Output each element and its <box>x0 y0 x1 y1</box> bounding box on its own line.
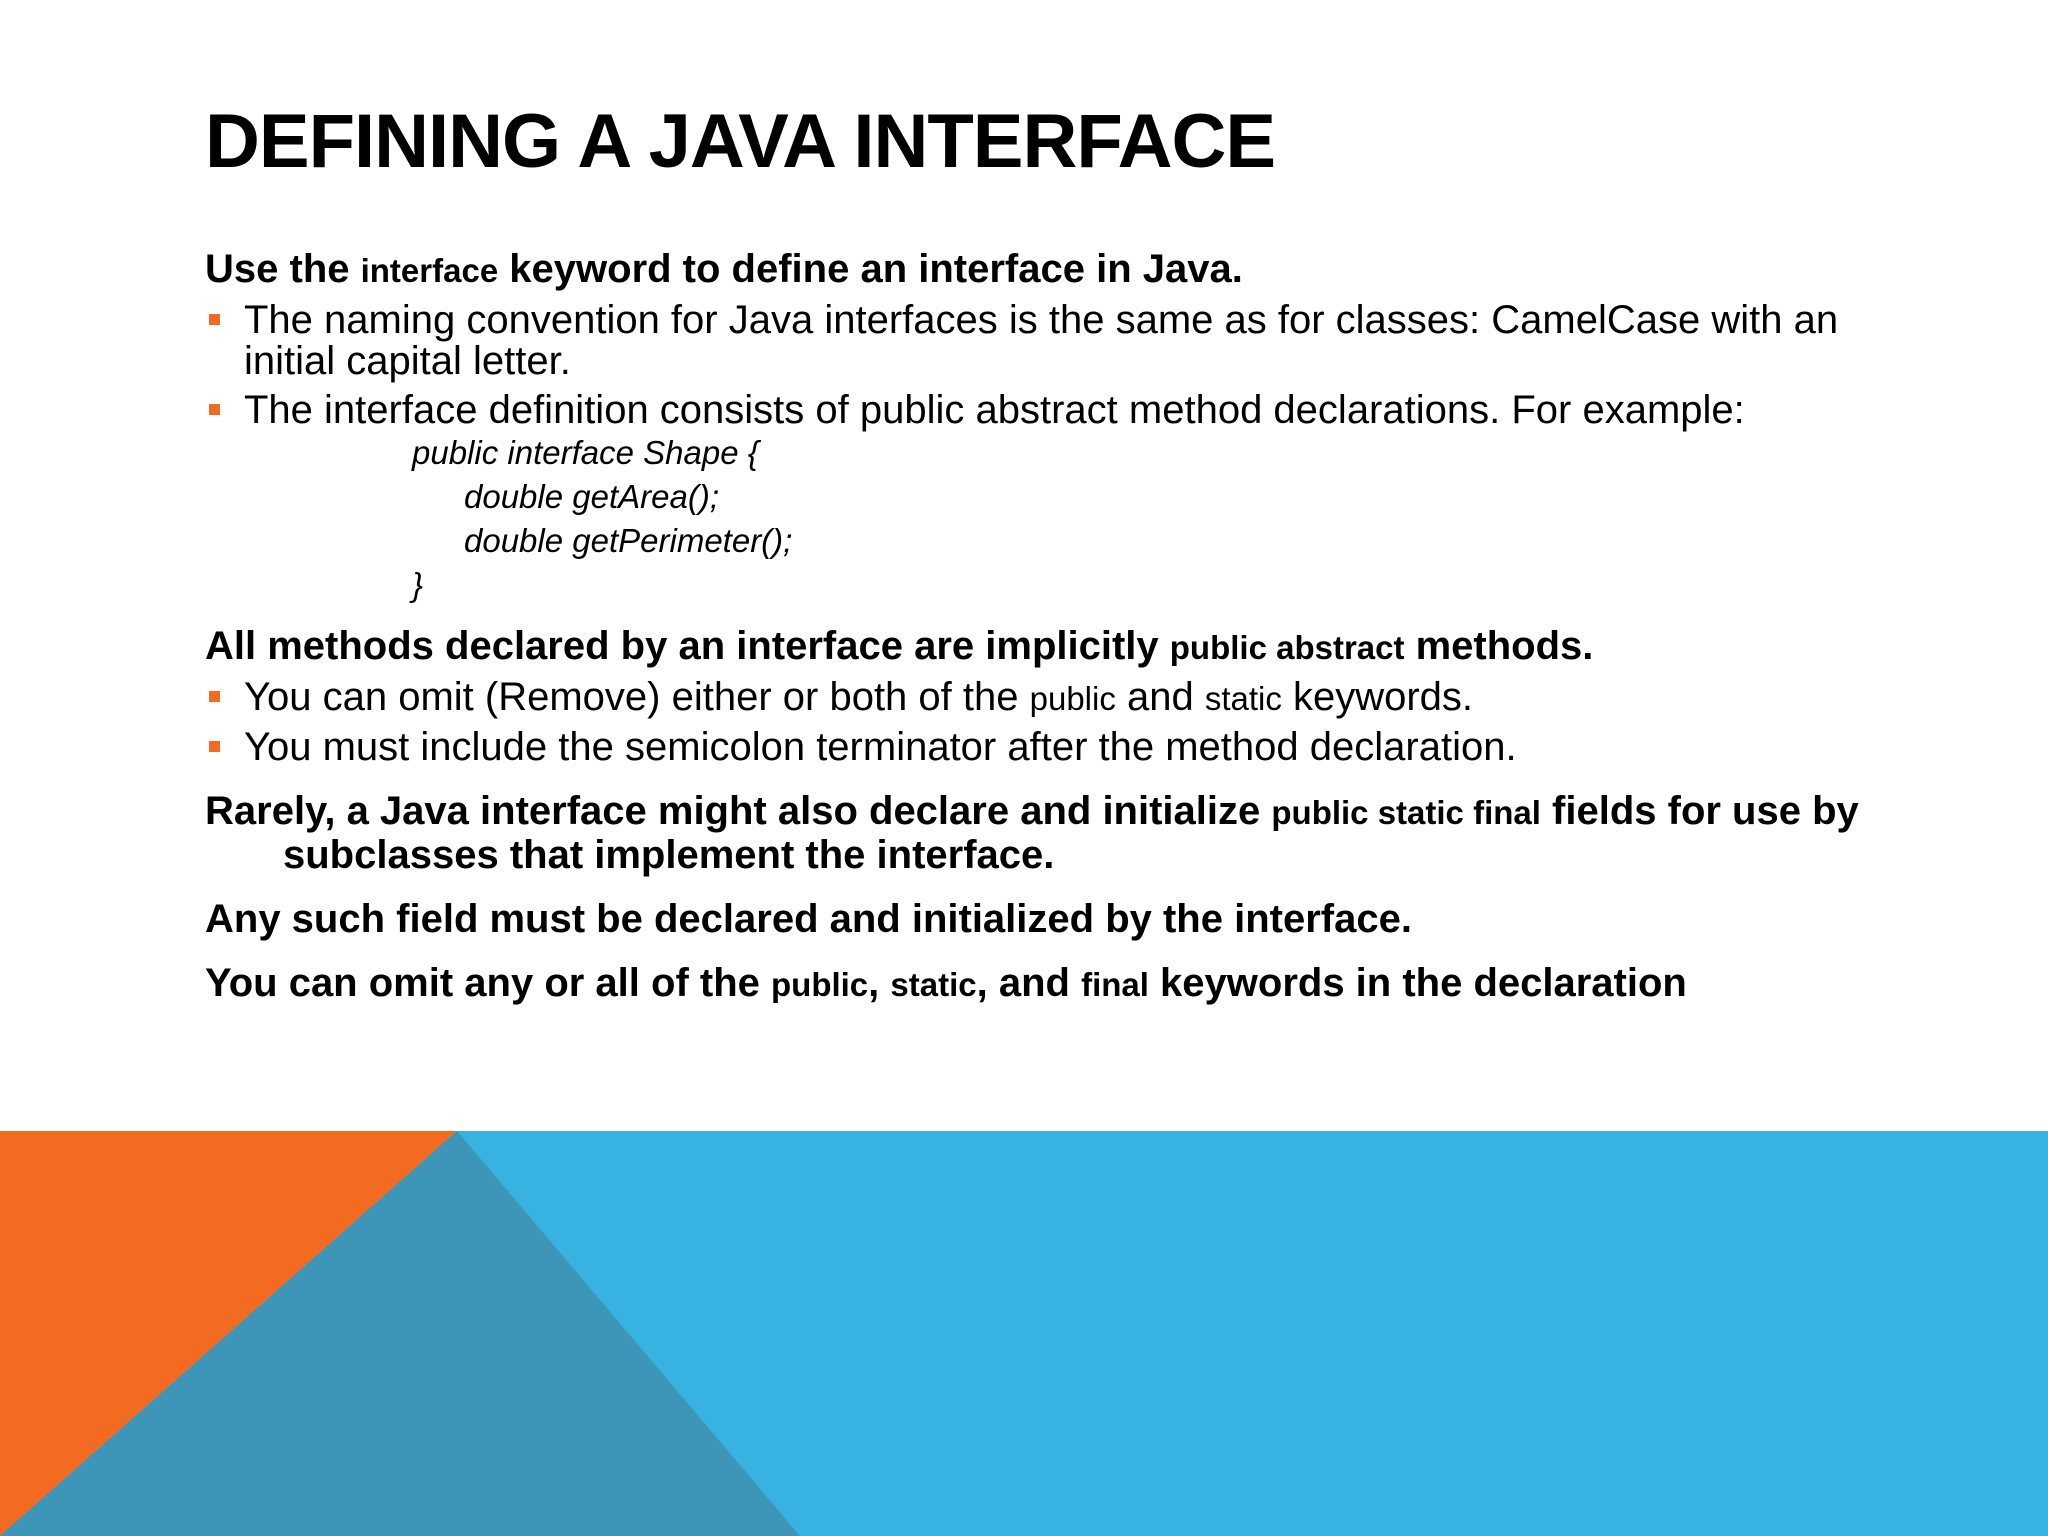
keyword-public-static-final: public static final <box>1271 794 1541 831</box>
text: and <box>1115 675 1205 719</box>
keyword-public: public <box>1029 680 1116 717</box>
paragraph-field-declared: Any such field must be declared and initialized by the interface. <box>205 897 1412 941</box>
decorative-footer-shapes <box>0 1131 2048 1536</box>
text: methods. <box>1404 624 1594 668</box>
text: Use the <box>205 247 361 291</box>
keyword-final: final <box>1081 966 1149 1003</box>
text: You can omit (Remove) either or both of the <box>244 675 1030 719</box>
keyword-static: static <box>890 966 977 1003</box>
keyword-public-abstract: public abstract <box>1169 629 1405 666</box>
square-bullet-icon <box>209 691 220 702</box>
keyword-public: public <box>771 966 869 1003</box>
slide-body <box>205 248 1865 1006</box>
bullet-naming-convention <box>205 300 1865 382</box>
code-line: double getArea(); <box>464 478 719 515</box>
square-bullet-icon <box>209 741 220 752</box>
text: You must include the semicolon terminator after the method declaration. <box>244 725 1517 769</box>
text: , <box>868 961 891 1005</box>
slide-title: DEFINING A JAVA INTERFACE <box>205 99 1276 184</box>
text: keyword to define an interface in Java. <box>498 247 1243 291</box>
text: The naming convention for Java interfaces is the same as for classes: CamelCase with an initial capital letter. <box>244 298 1839 383</box>
code-example <box>205 431 1865 607</box>
square-bullet-icon <box>209 404 220 415</box>
square-bullet-icon <box>209 314 220 325</box>
text: keywords in the declaration <box>1148 961 1687 1005</box>
keyword-static: static <box>1204 680 1282 717</box>
bullet-semicolon <box>205 727 1865 768</box>
code-line: double getPerimeter(); <box>464 522 793 559</box>
code-line: public interface Shape { <box>412 434 759 471</box>
text: Rarely, a Java interface might also declare and initialize <box>205 789 1272 833</box>
bullet-interface-definition <box>205 390 1865 431</box>
paragraph-implicit-methods <box>205 625 1865 669</box>
text: keywords. <box>1281 675 1474 719</box>
bullet-omit-keywords <box>205 677 1865 719</box>
keyword-interface: interface <box>360 252 499 289</box>
code-line: } <box>412 566 424 603</box>
text: , and <box>976 961 1082 1005</box>
paragraph-interface-keyword <box>205 248 1865 292</box>
paragraph-static-final-fields <box>205 790 1865 876</box>
paragraph-omit-modifiers <box>205 962 1865 1006</box>
text: All methods declared by an interface are implicitly <box>205 624 1170 668</box>
text: fields for use by subclasses that implement the interface. <box>283 789 1859 877</box>
text: You can omit any or all of the <box>205 961 771 1005</box>
text: The interface definition consists of public abstract method declarations. For example: <box>244 388 1745 432</box>
